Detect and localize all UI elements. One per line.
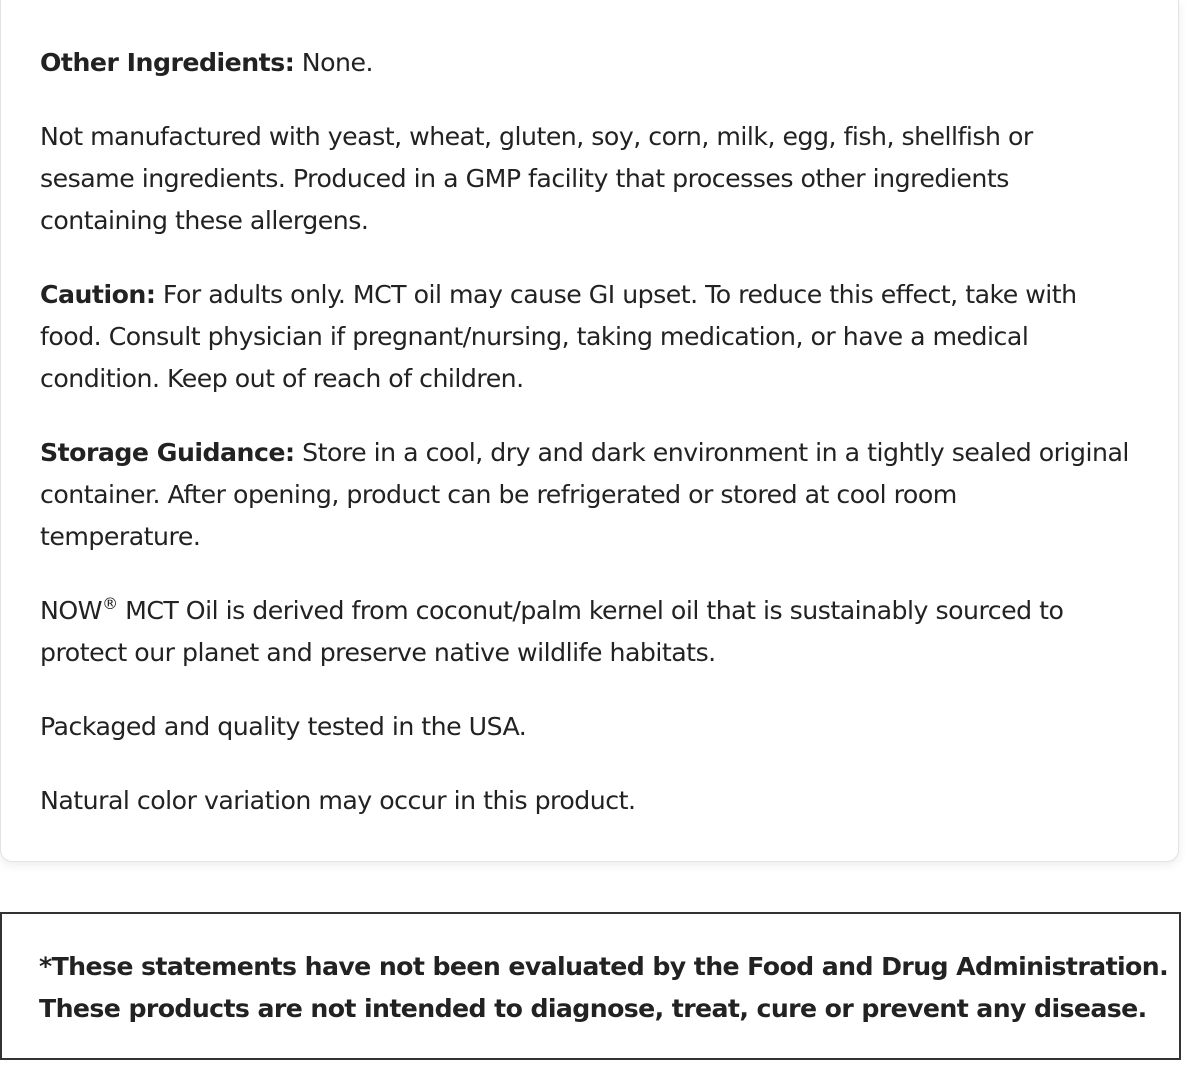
disclaimer-line: *These statements have not been evaluated by the Food and Drug Administration. [39,952,1169,981]
storage-line: container. After opening, product can be refrigerated or stored at cool room [40,480,957,509]
packaged-paragraph [40,706,526,748]
allergen-line: containing these allergens. [40,206,369,235]
caution-paragraph [40,274,1077,400]
sourcing-line: protect our planet and preserve native wildlife habitats. [40,638,716,667]
other-ingredients-paragraph [40,42,373,84]
other-ingredients-label: Other Ingredients: [40,48,295,77]
other-ingredients-text: None. [294,48,374,77]
disclaimer-line: These products are not intended to diagnose, treat, cure or prevent any disease. [39,994,1147,1023]
fda-disclaimer-box [0,912,1181,1060]
sourcing-paragraph [40,590,1063,674]
allergen-paragraph [40,116,1033,242]
storage-label: Storage Guidance: [40,438,295,467]
caution-line: condition. Keep out of reach of children. [40,364,524,393]
fda-disclaimer-text [39,946,1168,1030]
caution-line: For adults only. MCT oil may cause GI upset. To reduce this effect, take with [155,280,1077,309]
storage-line: temperature. [40,522,201,551]
brand-name: NOW [40,596,103,625]
caution-line: food. Consult physician if pregnant/nursing, taking medication, or have a medical [40,322,1029,351]
allergen-line: Not manufactured with yeast, wheat, gluten, soy, corn, milk, egg, fish, shellfish or [40,122,1033,151]
color-variation-text: Natural color variation may occur in this product. [40,786,636,815]
storage-paragraph [40,432,1129,558]
color-variation-paragraph [40,780,635,822]
allergen-line: sesame ingredients. Produced in a GMP facility that processes other ingredients [40,164,1009,193]
registered-trademark: ® [102,594,118,613]
caution-label: Caution: [40,280,156,309]
packaged-text: Packaged and quality tested in the USA. [40,712,527,741]
storage-line: Store in a cool, dry and dark environment in a tightly sealed original [294,438,1129,467]
sourcing-line: MCT Oil is derived from coconut/palm kernel oil that is sustainably sourced to [117,596,1064,625]
